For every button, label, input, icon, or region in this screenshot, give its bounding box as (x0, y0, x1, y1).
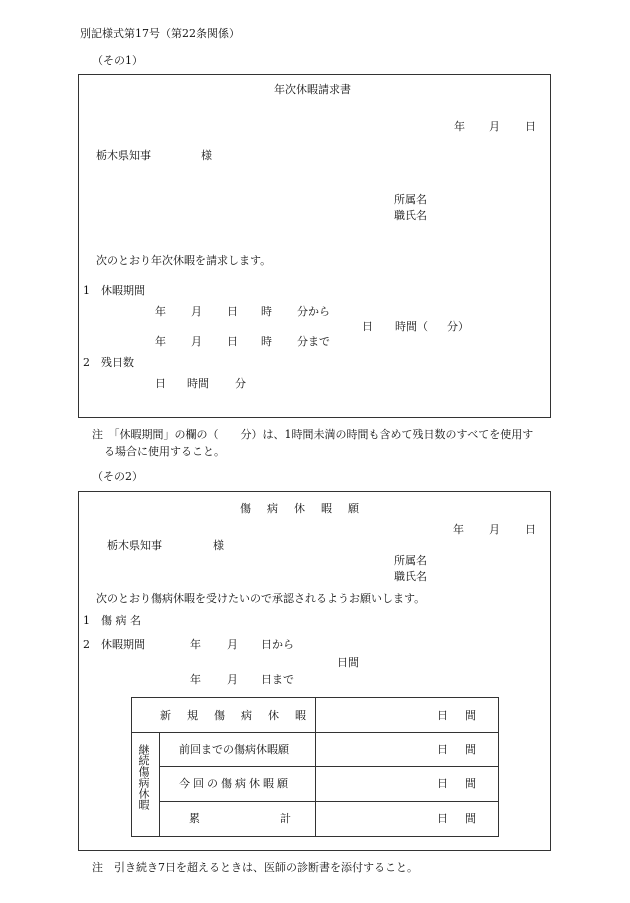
from-day: 日 (227, 305, 238, 318)
from2-year: 年 (190, 638, 201, 651)
request2-text: 次のとおり傷病休暇を受けたいので承認されるようお願いします。 (96, 592, 426, 605)
table-divider-group (159, 733, 160, 836)
remaining-hours: 時間 (187, 377, 209, 390)
remaining-day: 日 (155, 377, 166, 390)
to2-month: 月 (227, 673, 238, 686)
section1-title: 年次休暇請求書 (274, 83, 351, 96)
from-year: 年 (155, 305, 166, 318)
section1-box (78, 74, 551, 418)
section1-label: （その1） (92, 54, 143, 67)
date2-day: 日 (525, 523, 536, 536)
section2-title: 傷病休暇願 (240, 502, 375, 515)
from-minute: 分から (297, 305, 330, 318)
name2-label: 職氏名 (394, 570, 427, 583)
continued-leave-group-label: 継続傷病休暇 (137, 744, 150, 810)
row-total-unit: 日 間 (437, 812, 479, 825)
addressee: 栃木県知事 (96, 149, 151, 162)
to-hour: 時 (261, 335, 272, 348)
honorific: 様 (201, 149, 212, 162)
total-days: 日間 (337, 656, 359, 669)
row-new-leave-label: 新規傷病休暇 (160, 709, 322, 722)
item-disease-name: 1 傷 病 名 (83, 614, 141, 627)
affiliation2-label: 所属名 (394, 554, 427, 567)
form-number: 別記様式第17号（第22条関係） (80, 27, 240, 40)
row-prev-leave-label: 前回までの傷病休暇願 (179, 743, 289, 756)
to-day: 日 (227, 335, 238, 348)
row-this-leave-unit: 日 間 (437, 777, 479, 790)
section1-note-line1: 注 「休暇期間」の欄の（ 分）は、1時間未満の時間も含めて残日数のすべてを使用す (92, 428, 534, 441)
from2-day: 日から (261, 638, 294, 651)
to-minute: 分まで (297, 335, 330, 348)
row-total-label-a: 累 (189, 812, 200, 825)
from-month: 月 (191, 305, 202, 318)
date-day: 日 (525, 120, 536, 133)
item-remaining-days: 2 残日数 (83, 356, 134, 369)
item-leave-period: 1 休暇期間 (83, 284, 145, 297)
date2-month: 月 (489, 523, 500, 536)
row-prev-leave-unit: 日 間 (437, 743, 479, 756)
addressee2: 栃木県知事 (107, 539, 162, 552)
total-minutes: 分） (447, 320, 469, 333)
date2-year: 年 (453, 523, 464, 536)
to-month: 月 (191, 335, 202, 348)
to2-day: 日まで (261, 673, 294, 686)
table-divider-row1 (132, 732, 498, 733)
remaining-minutes: 分 (235, 377, 246, 390)
date-month: 月 (489, 120, 500, 133)
total-hours: 時間（ (395, 320, 428, 333)
row-total-label-b: 計 (280, 812, 291, 825)
table-divider-row2 (159, 766, 498, 767)
row-new-leave-unit: 日 間 (437, 709, 479, 722)
section2-box (78, 491, 551, 851)
request-text: 次のとおり年次休暇を請求します。 (96, 254, 272, 267)
section2-note: 注 引き続き7日を超えるときは、医師の診断書を添付すること。 (92, 861, 418, 874)
row-this-leave-label: 今回の傷病休暇願 (179, 777, 291, 790)
honorific2: 様 (213, 539, 224, 552)
name-label: 職氏名 (394, 209, 427, 222)
total-day: 日 (362, 320, 373, 333)
table-divider-row3 (159, 801, 498, 802)
leave-days-table (131, 697, 499, 837)
from-hour: 時 (261, 305, 272, 318)
section1-note-line2: る場合に使用すること。 (104, 445, 225, 458)
affiliation-label: 所属名 (394, 193, 427, 206)
to2-year: 年 (190, 673, 201, 686)
from2-month: 月 (227, 638, 238, 651)
to-year: 年 (155, 335, 166, 348)
item2-leave-period: 2 休暇期間 (83, 638, 145, 651)
date-year: 年 (454, 120, 465, 133)
section2-label: （その2） (92, 470, 143, 483)
